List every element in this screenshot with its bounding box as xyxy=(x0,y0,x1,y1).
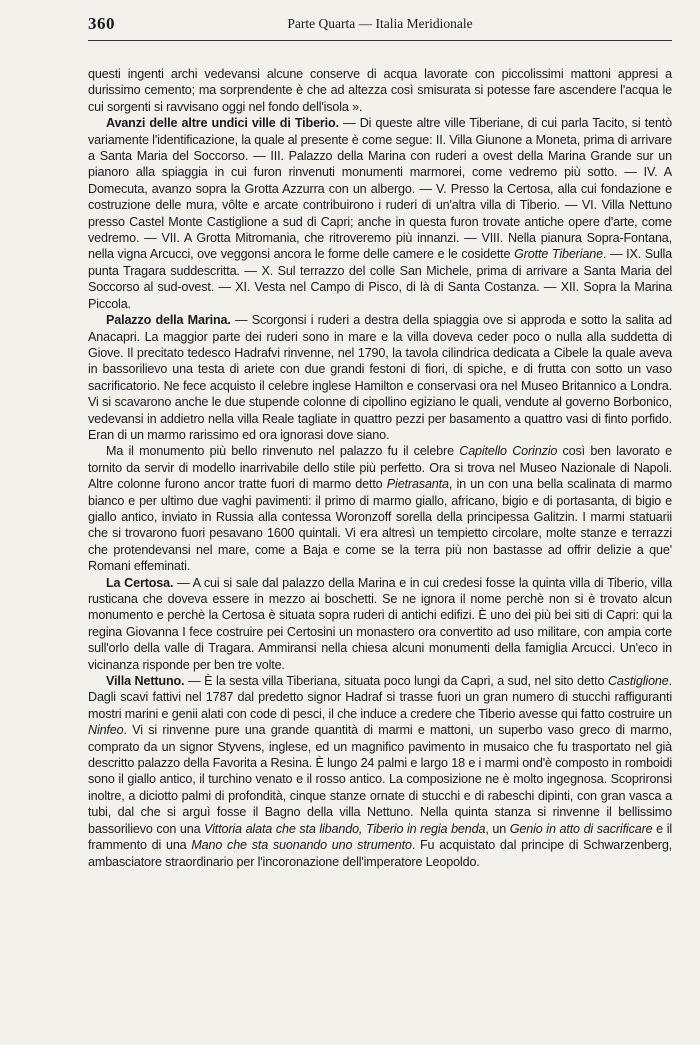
italic-text: Vittoria alata che sta libando, Tiberio in regia benda xyxy=(204,821,486,836)
paragraph xyxy=(88,66,672,115)
italic-text: Ninfeo xyxy=(88,723,124,738)
italic-text: Capitello Corinzio xyxy=(459,444,558,459)
text-run: — A cui si sale dal palazzo della Marina e in cui credesi fosse la quinta villa di Tiberio, villa rusticana che doveva essere in mezzo ai boschetti. Se ne ignora il nome perchè non si è trovato alcun monumento e perchè la Certosa è situata sopra ruderi di antichi edifizi. È uno dei più bei siti di Capri: qui la regina Giovanna I fece costruire pei Certosini un monastero ora convertito ad uso militare, con ampia corte sull'orlo della valle di Tragara. Ammiransi nella chiesa alcuni monumenti della famiglia Arcucci. Un'eco in vicinanza risponde per ben tre volte. xyxy=(88,575,672,672)
text-run: — Scorgonsi i ruderi a destra della spiaggia ove si approda e sotto la salita ad Anacapri. La maggior parte dei ruderi sono in mare e la villa doveva ceder poco o nulla alla suddetta di Giove. Il precitato tedesco Hadrafvi rinvenne, nel 1790, la tavola cilindrica dedicata a Cibele la quale aveva in bassorilievo una testa di ariete con due grandi festoni di fiori, di spiche, e di frutta con sotto un vaso sacrificatorio. Ne fece acquisto il celebre inglese Hamilton e conservasi ora nel Museo Britannico a Londra. Vi si scavarono anche le due stupende colonne di cipollino egiziano le quali, vendute al governo Borbonico, vedevansi in addietro nella villa Reale tagliate in quattro pezzi per basamento a quattro vasi di finto porfido. Eran di un marmo rarissimo ed ora ignorasi dove siano. xyxy=(88,313,672,442)
paragraph xyxy=(88,115,672,312)
italic-text: Castiglione xyxy=(607,674,669,689)
text-run: e il frammento di una xyxy=(88,821,672,853)
paragraph xyxy=(88,312,672,443)
text-run: . Dagli scavi fattivi nel 1787 dal predetto signor Hadraf si trasse fuori un gran numero di stucchi raffiguranti mostri marini e genii alati con code di pesci, il che induce a credere che Tiberio avesse qui fatto costruire un xyxy=(88,674,672,721)
italic-text: Pietrasanta xyxy=(386,477,449,492)
page-header xyxy=(88,14,672,38)
paragraph xyxy=(88,673,672,870)
text-run: . Fu acquistato dal principe di Schwarzenberg, ambasciatore straordinario per l'incoronazione dell'imperatore Leopoldo. xyxy=(88,838,673,869)
italic-text: Genio in atto di sacrificare xyxy=(509,821,653,836)
italic-text: Grotte Tiberiane xyxy=(514,247,603,262)
section-heading: Avanzi delle altre undici ville di Tiberio. xyxy=(106,116,339,131)
text-run: , in un con una bella scalinata di marmo bianco e per ultimo due vaghi pavimenti: il primo di marmo giallo, africano, bigio e di portasanta, di bigio e giallo antico, inviato in Russia alla contessa Woronzoff sorella della principessa Galitzin. I marmi statuarii che si trovarono fuori pesavano 1600 quintali. Vi era altresì un tempietto circolare, molte stanze e terrazzi che protendevansi nel mare, come a Baja e come se la terra più non bastasse ad offrir delizie a que' Romani effeminati. xyxy=(88,477,673,574)
text-run: — Di queste altre ville Tiberiane, di cui parla Tacito, si tentò variamente l'identificazione, la quale al presente è come segue: II. Villa Giunone a Moneta, prima di arrivare a Santa Maria del Soccorso. — III. Palazzo della Marina con ruderi a ovest della Marina Grande sur un pianoro alla spiaggia in cui furon rinvenuti monumenti marmorei, come vedremo più sotto. — IV. A Domecuta, avanzo sopra la Grotta Azzurra con un albergo. — V. Presso la Certosa, alla cui fondazione e costruzione delle mura, vôlte e arcate contribuirono i ruderi di un'altra villa di Tiberio. — VI. Villa Nettuno presso Castel Monte Castiglione a sud di Capri; anche in questa furon trovate antiche opere d'arte, come vedremo. — VII. A Grotta Mitromania, che ritroveremo più innanzi. — VIII. Nella pianura Sopra-Fontana, nella vigna Arcucci, ove veggonsi ancora le forme delle camere e le cosidette xyxy=(88,116,673,262)
page-number: 360 xyxy=(88,14,115,33)
section-heading: Palazzo della Marina. xyxy=(106,313,231,328)
text-run: , un xyxy=(485,821,510,836)
text-run: questi ingenti archi vedevansi alcune conserve di acqua lavorate con piccolissimi mattoni appresi a durissimo cemento; ma sorprendente è che ad altezza così smisurata si potesse fare ascendere l'acqua le cui sorgenti si ravvisano oggi nel fondo dell'isola ». xyxy=(88,67,672,114)
running-title: Parte Quarta — Italia Meridionale xyxy=(287,16,473,31)
text-run: . Vi si rinvenne pure una grande quantità di marmi e mattoni, un superbo vaso greco di marmo, comprato da un signor Styvens, inglese, ed un magnifico pavimento in musaico che fu trasportato nel già descritto palazzo della Favorita a Resina. È lungo 24 palmi e largo 18 e i marmi ond'è composto in romboidi sono il giallo antico, il turchino venato e il rosso antico. La composizione ne è molto ingegnosa. Scoprironsi inoltre, a diciotto palmi di profondità, cinque stanze ornate di stucchi e di rabeschi dipinti, con gran vasca a tubi, dal che si arguì fosse il Bagno della villa Nettuno. Nella quinta stanza si rinvenne il bellissimo bassorilievo con una xyxy=(88,723,672,836)
text-run: Ma il monumento più bello rinvenuto nel palazzo fu il celebre xyxy=(106,444,460,459)
text-run: . — IX. Sulla punta Tragara suddescritta. — X. Sul terrazzo del colle San Michele, prima di arrivare a Santa Maria del Soccorso al sud-ovest. — XI. Vesta nel Campo di Pisco, di là di Santa Costanza. — XII. Sopra la Marina Piccola. xyxy=(88,247,673,311)
section-heading: Villa Nettuno. xyxy=(106,674,185,689)
paragraph xyxy=(88,575,672,673)
body-text xyxy=(88,66,672,870)
header-rule xyxy=(88,40,672,41)
text-run: — È la sesta villa Tiberiana, situata poco lungi da Capri, a sud, nel sito detto xyxy=(184,674,608,689)
italic-text: Mano che sta suonando uno strumento xyxy=(191,838,412,853)
text-run: così ben lavorato e tornito da servir di modello inarrivabile dello stile più perfetto. Ora si trova nel Museo Nazionale di Napoli. Altre colonne furono ancor tratte fuori di marmo detto xyxy=(88,444,672,492)
paragraph xyxy=(88,443,672,574)
section-heading: La Certosa. xyxy=(106,575,174,590)
